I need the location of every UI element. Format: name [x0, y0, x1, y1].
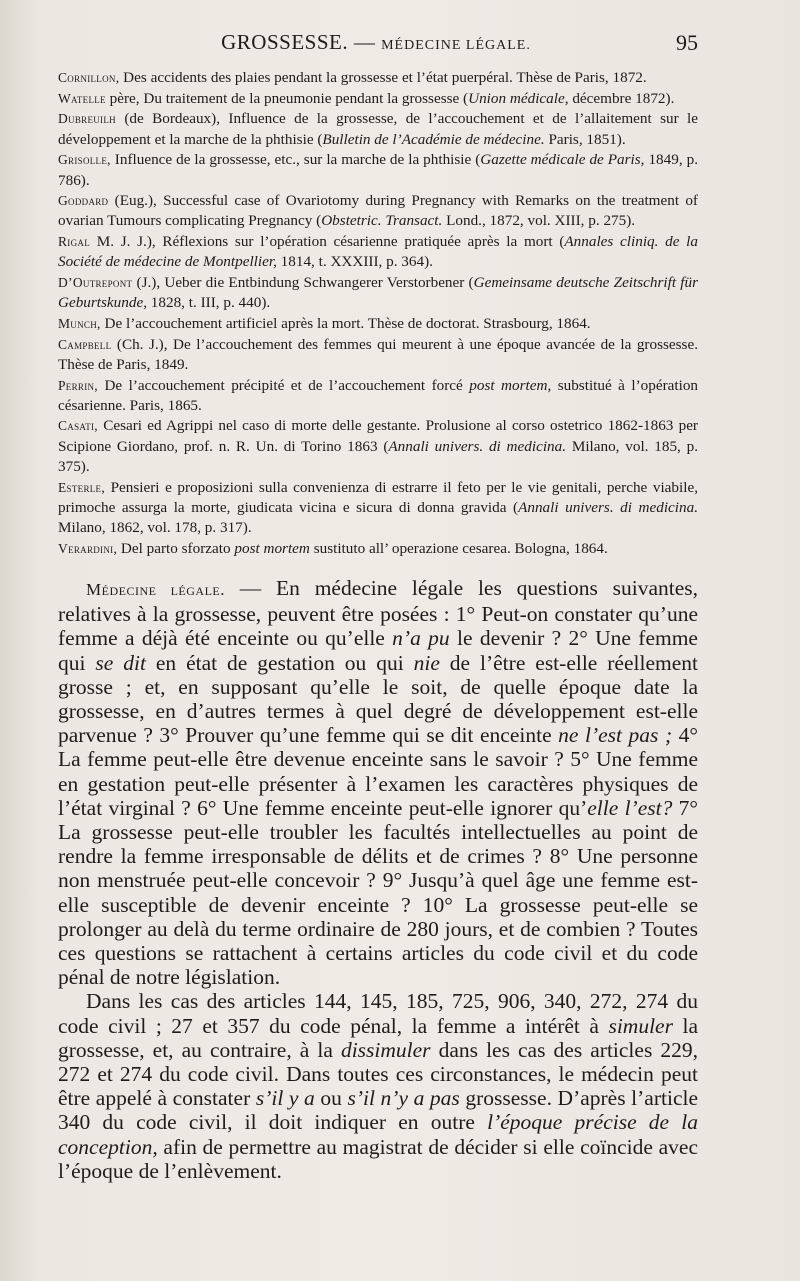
reference-text: Paris, 1851).	[544, 130, 626, 148]
reference-text: décembre 1872).	[568, 89, 675, 107]
reference-author: Grisolle,	[58, 152, 111, 168]
paragraph-medecine-legale	[58, 576, 698, 989]
reference-text: M. J. J.), Réflexions sur l’opération césarienne pratiquée après la mort (	[90, 233, 565, 251]
reference-text: De l’accouchement artificiel après la mort. Thèse de doctorat. Strasbourg, 1864.	[100, 314, 591, 332]
reference-text: 1828, t. III, p. 440).	[147, 294, 271, 312]
header-subtitle: MÉDECINE LÉGALE.	[381, 38, 531, 53]
reference-text: (Ch. J.), De l’accouchement des femmes qui meurent à une époque avancée de la grossesse. Thèse de Paris, 1849.	[58, 335, 698, 373]
reference-text: (Eug.), Successful case of Ovariotomy during Pregnancy with Remarks on the treatment of ovarian Tumours complicating Pregnancy (	[58, 192, 698, 230]
reference-entry	[58, 191, 698, 231]
paragraph-text: en état de gestation ou qui	[145, 650, 414, 675]
paragraph-text: Dans les cas des articles 144, 145, 185, 725, 906, 340, 272, 274 du code civil ; 27 et 357 du code pénal, la femme a intérêt à	[58, 989, 698, 1038]
header-dash: —	[348, 30, 382, 54]
reference-text: 1849, p. 786).	[58, 151, 698, 189]
reference-text: Cesari ed Agrippi nel caso di morte delle gestante. Prolusione al corso ostetrico 1862-1863 per Scipione Giordano, prof. n. R. Un. di Torino 1863 (	[58, 417, 698, 455]
reference-author: Dubreuilh	[58, 111, 116, 127]
reference-entry	[58, 376, 698, 416]
reference-entry	[58, 335, 698, 375]
reference-text: substitué à l’opération césarienne. Paris, 1865.	[58, 376, 699, 414]
reference-author: Watelle	[58, 90, 106, 106]
reference-entry	[58, 314, 698, 334]
emphasis: s’il y a	[255, 1086, 315, 1111]
reference-text: (de Bordeaux), Influence de la grossesse, de l’accouchement et de l’allaitement sur le développement et la marche de la phthisie (	[58, 110, 698, 148]
emphasis: nie	[413, 650, 440, 675]
reference-text: De l’accouchement précipité et de l’accouchement forcé	[97, 376, 470, 394]
paragraph-text: — En médecine légale les questions suivantes, relatives à la grossesse, peuvent être posées : 1° Peut-on constater qu’une femme a déjà été enceinte ou qu’elle	[58, 576, 699, 651]
reference-source: Annali univers. di medicina.	[518, 498, 698, 516]
paragraph-text: afin de permettre au magistrat de décider si elle coïncide avec l’époque de l’enlèvement.	[58, 1134, 698, 1183]
running-header	[56, 30, 696, 60]
reference-source: Gemeinsame deutsche Zeitschrift für Geburtskunde,	[58, 274, 698, 312]
reference-entry	[58, 478, 698, 539]
paragraph-text: la grossesse, et, au contraire, à la	[58, 1013, 698, 1062]
reference-source: Annali univers. di medicina.	[388, 437, 567, 455]
reference-text: Del parto sforzato	[117, 539, 235, 557]
paragraph-articles	[58, 989, 698, 1183]
emphasis: se dit	[95, 650, 146, 675]
emphasis: l’époque précise de la conception,	[58, 1110, 699, 1159]
reference-author: Perrin,	[58, 377, 98, 393]
emphasis: ne l’est pas ;	[558, 723, 673, 748]
reference-text: Milano, 1862, vol. 178, p. 317).	[58, 518, 252, 536]
reference-author: Verardini,	[58, 540, 118, 556]
reference-author: D’Outrepont	[58, 275, 133, 291]
paragraph-text: 4° La femme peut-elle être devenue enceinte sans le savoir ? 5° Une femme en gestation peut-elle présenter à l’examen les caractères physiques de l’état virginal ? 6° Une femme enceinte peut-elle ignorer qu’	[58, 723, 698, 820]
reference-text: (J.), Ueber die Entbindung Schwangerer Verstorbener (	[132, 274, 474, 292]
reference-entry	[58, 273, 698, 313]
reference-entry	[58, 539, 698, 559]
reference-source: post mortem,	[469, 376, 552, 394]
emphasis: elle l’est?	[587, 795, 673, 820]
reference-text: père, Du traitement de la pneumonie pendant la grossesse (	[105, 89, 469, 107]
emphasis: simuler	[608, 1013, 673, 1038]
reference-author: Rigal	[58, 234, 90, 250]
reference-author: Esterle,	[58, 479, 106, 495]
emphasis: dissimuler	[340, 1037, 431, 1062]
header-title: GROSSESSE.	[221, 30, 349, 54]
paragraph-text: ou	[314, 1086, 348, 1111]
reference-text: Influence de la grossesse, etc., sur la marche de la phthisie (	[110, 151, 481, 169]
paragraph-text: dans les cas des articles 229, 272 et 274 du code civil. Dans toutes ces circonstances, le médecin peut être appelé à constater	[58, 1037, 698, 1111]
reference-entry	[58, 109, 698, 149]
paragraph-text: de l’être est-elle réellement grosse ; et, en supposant qu’elle le soit, de quelle époque date la grossesse, en d’autres termes à quel degré de développement est-elle parvenue ? 3° Prouver qu’une femme qui se dit enceinte	[58, 650, 698, 748]
reference-entry	[58, 89, 698, 109]
reference-author: Casati,	[58, 418, 98, 434]
emphasis: n’a pu	[392, 626, 450, 651]
reference-text: Pensieri e proposizioni sulla convenienza di estrarre il feto per le vie genitali, perche viabile, primoche assurga la morte, giudicata vicina e sicura di donna gravida (	[58, 478, 698, 516]
reference-author: Goddard	[58, 193, 109, 209]
paragraph-text: le devenir ? 2° Une femme qui	[58, 626, 698, 675]
main-text	[58, 576, 698, 1183]
page-number: 95	[676, 30, 698, 55]
reference-text: 1814, t. XXXIII, p. 364).	[276, 253, 433, 271]
reference-source: Annales cliniq. de la Société de médecine de Montpellier,	[58, 233, 698, 271]
paragraph-text: 7° La grossesse peut-elle troubler les facultés intellectuelles au point de rendre la femme irresponsable de délits et de crimes ? 8° Une personne non menstruée peut-elle concevoir ? 9° Jusqu’à quel âge une femme est-elle susceptible de devenir enceinte ? 10° La grossesse peut-elle se prolonger au delà du terme ordinaire de 280 jours, et de combien ? Toutes ces questions se rattachent à certains articles du code civil et du code pénal de notre législation.	[58, 795, 698, 990]
reference-source: Union médicale,	[468, 89, 569, 107]
reference-entry	[58, 68, 698, 88]
bibliography-list	[58, 68, 698, 559]
reference-source: post mortem	[234, 539, 310, 557]
reference-source: Bulletin de l’Académie de médecine.	[322, 130, 545, 148]
reference-text: Des accidents des plaies pendant la grossesse et l’état puerpéral. Thèse de Paris, 1872.	[119, 69, 647, 86]
reference-text: Milano, vol. 185, p. 375).	[58, 437, 699, 475]
reference-entry	[58, 416, 698, 477]
reference-entry	[58, 150, 698, 190]
section-lead: Médecine légale.	[86, 580, 225, 599]
reference-entry	[58, 232, 698, 272]
reference-source: Obstetric. Transact.	[321, 212, 443, 230]
paragraph-text: grossesse. D’après l’article 340 du code civil, il doit indiquer en outre	[58, 1086, 699, 1135]
reference-source: Gazette médicale de Paris,	[480, 151, 645, 169]
reference-author: Munch,	[58, 315, 101, 331]
reference-author: Cornillon,	[58, 70, 120, 85]
reference-author: Campbell	[58, 336, 112, 352]
reference-text: Lond., 1872, vol. XIII, p. 275).	[442, 212, 636, 230]
emphasis: s’il n’y a pas	[347, 1086, 460, 1111]
reference-text: sustituto all’ operazione cesarea. Bologna, 1864.	[309, 539, 608, 557]
